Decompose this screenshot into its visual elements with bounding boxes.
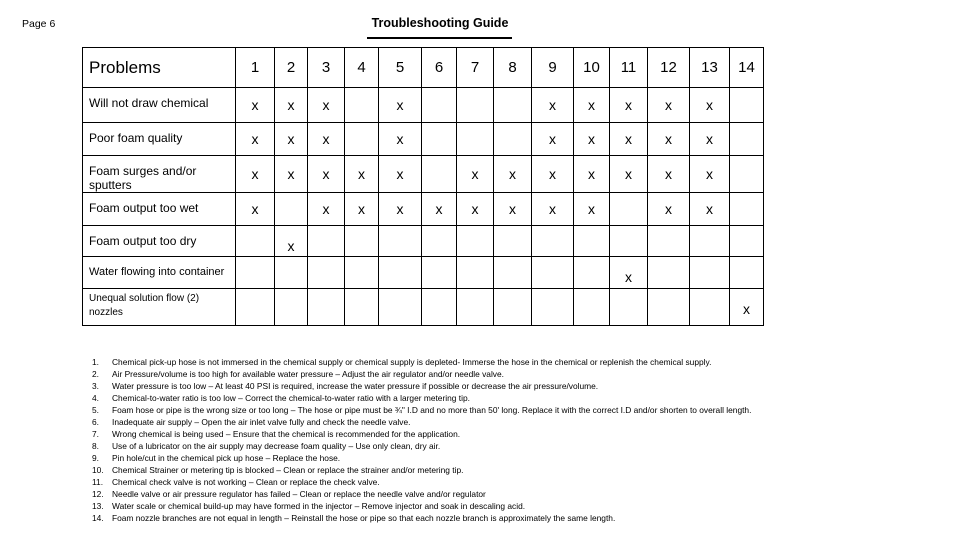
check-mark-cell: x [422,193,457,226]
empty-cell [690,289,730,326]
empty-cell [730,123,764,156]
solution-item [92,380,802,392]
empty-cell [690,226,730,257]
page-number: Page 6 [22,18,56,30]
check-mark-cell: x [574,88,610,123]
table-row [83,88,764,123]
empty-cell [422,226,457,257]
empty-cell [610,289,648,326]
column-header-8: 8 [494,48,532,88]
empty-cell [648,257,690,289]
solution-number: 7. [92,429,99,439]
solution-item [92,500,802,512]
troubleshooting-table [82,47,764,326]
table-row [83,257,764,289]
empty-cell [648,226,690,257]
solution-text: Chemical check valve is not working – Clean or replace the check valve. [112,477,380,487]
empty-cell [457,88,494,123]
empty-cell [494,289,532,326]
check-mark-cell: x [532,193,574,226]
check-mark-cell: x [457,193,494,226]
solution-item [92,428,802,440]
check-mark-cell: x [730,289,764,326]
solution-text: Chemical Strainer or metering tip is blocked – Clean or replace the strainer and/or metering tip. [112,465,464,475]
check-mark-cell: x [532,123,574,156]
solution-number: 13. [92,501,104,511]
check-mark-cell: x [648,123,690,156]
empty-cell [379,289,422,326]
column-header-12: 12 [648,48,690,88]
empty-cell [457,123,494,156]
problem-label: Foam output too dry [83,226,236,257]
solution-number: 4. [92,393,99,403]
check-mark-cell: x [494,193,532,226]
empty-cell [379,226,422,257]
empty-cell [494,88,532,123]
empty-cell [422,156,457,193]
empty-cell [457,226,494,257]
empty-cell [308,257,345,289]
solution-number: 14. [92,513,104,523]
empty-cell [648,289,690,326]
check-mark-cell: x [308,156,345,193]
empty-cell [730,257,764,289]
empty-cell [422,88,457,123]
solution-text: Chemical-to-water ratio is too low – Correct the chemical-to-water ratio with a larger metering tip. [112,393,470,403]
solution-number: 1. [92,357,99,367]
solution-text: Foam nozzle branches are not equal in length – Reinstall the hose or pipe so that each nozzle branch is approximately the same length. [112,513,616,523]
table-row [83,193,764,226]
solution-item [92,440,802,452]
solution-text: Air Pressure/volume is too high for available water pressure – Adjust the air regulator and/or needle valve. [112,369,504,379]
solution-item [92,356,802,368]
solution-number: 9. [92,453,99,463]
column-header-13: 13 [690,48,730,88]
solution-item [92,416,802,428]
solution-item [92,368,802,380]
check-mark-cell: x [610,123,648,156]
column-header-9: 9 [532,48,574,88]
check-mark-cell: x [308,88,345,123]
solution-item [92,488,802,500]
solution-number: 10. [92,465,104,475]
problem-label: Foam output too wet [83,193,236,226]
table-row [83,123,764,156]
check-mark-cell: x [690,88,730,123]
check-mark-cell: x [648,156,690,193]
empty-cell [379,257,422,289]
check-mark-cell: x [236,123,275,156]
check-mark-cell: x [275,226,308,257]
empty-cell [532,289,574,326]
check-mark-cell: x [379,193,422,226]
empty-cell [494,123,532,156]
problem-label: Poor foam quality [83,123,236,156]
problem-label: Will not draw chemical [83,88,236,123]
check-mark-cell: x [610,88,648,123]
check-mark-cell: x [236,88,275,123]
check-mark-cell: x [308,123,345,156]
column-header-6: 6 [422,48,457,88]
table-header-row [83,48,764,88]
check-mark-cell: x [379,123,422,156]
empty-cell [690,257,730,289]
problem-label: Water flowing into container [83,257,236,289]
header-problems-label: Problems [83,48,236,88]
solution-item [92,476,802,488]
table-row [83,289,764,326]
check-mark-cell: x [379,156,422,193]
empty-cell [494,257,532,289]
empty-cell [236,257,275,289]
check-mark-cell: x [236,156,275,193]
empty-cell [532,257,574,289]
empty-cell [345,123,379,156]
empty-cell [730,226,764,257]
solution-number: 11. [92,477,104,487]
check-mark-cell: x [574,156,610,193]
solution-text: Water pressure is too low – At least 40 PSI is required, increase the water pressure if possible or decrease the air pressure/volume. [112,381,599,391]
check-mark-cell: x [610,156,648,193]
solution-text: Water scale or chemical build-up may have formed in the injector – Remove injector and soak in descaling acid. [112,501,526,511]
empty-cell [574,257,610,289]
empty-cell [275,257,308,289]
solution-text: Wrong chemical is being used – Ensure that the chemical is recommended for the application. [112,429,461,439]
column-header-10: 10 [574,48,610,88]
empty-cell [494,226,532,257]
check-mark-cell: x [457,156,494,193]
check-mark-cell: x [345,193,379,226]
problem-label: Foam surges and/or sputters [83,156,236,193]
empty-cell [422,257,457,289]
column-header-1: 1 [236,48,275,88]
empty-cell [345,88,379,123]
column-header-2: 2 [275,48,308,88]
check-mark-cell: x [532,156,574,193]
check-mark-cell: x [345,156,379,193]
empty-cell [308,289,345,326]
column-header-7: 7 [457,48,494,88]
title-underline [367,37,512,39]
solution-number: 12. [92,489,104,499]
empty-cell [574,289,610,326]
problem-label: Unequal solution flow (2) nozzles [83,289,236,326]
solution-item [92,452,802,464]
solution-text: Needle valve or air pressure regulator has failed – Clean or replace the needle valve and/or regulator [112,489,486,499]
empty-cell [730,156,764,193]
column-header-3: 3 [308,48,345,88]
empty-cell [457,257,494,289]
solution-text: Pin hole/cut in the chemical pick up hose – Replace the hose. [112,453,341,463]
empty-cell [574,226,610,257]
solutions-list [92,356,802,524]
table-row [83,156,764,193]
empty-cell [345,226,379,257]
empty-cell [308,226,345,257]
column-header-4: 4 [345,48,379,88]
column-header-5: 5 [379,48,422,88]
check-mark-cell: x [308,193,345,226]
solution-number: 6. [92,417,99,427]
solution-number: 5. [92,405,99,415]
empty-cell [532,226,574,257]
check-mark-cell: x [532,88,574,123]
check-mark-cell: x [236,193,275,226]
check-mark-cell: x [648,88,690,123]
solution-number: 8. [92,441,99,451]
empty-cell [422,289,457,326]
solution-item [92,392,802,404]
solution-text: Use of a lubricator on the air supply may decrease foam quality – Use only clean, dry air. [112,441,441,451]
check-mark-cell: x [690,156,730,193]
check-mark-cell: x [690,193,730,226]
empty-cell [457,289,494,326]
check-mark-cell: x [574,123,610,156]
check-mark-cell: x [690,123,730,156]
empty-cell [275,289,308,326]
empty-cell [610,193,648,226]
empty-cell [275,193,308,226]
column-header-11: 11 [610,48,648,88]
check-mark-cell: x [275,88,308,123]
empty-cell [345,289,379,326]
solution-number: 3. [92,381,99,391]
check-mark-cell: x [648,193,690,226]
solution-number: 2. [92,369,99,379]
column-header-14: 14 [730,48,764,88]
check-mark-cell: x [494,156,532,193]
solution-text: Chemical pick-up hose is not immersed in the chemical supply or chemical supply is depleted- Immerse the hose in the chemical or replenish the chemical supply. [112,357,712,367]
solution-item [92,464,802,476]
check-mark-cell: x [610,257,648,289]
empty-cell [236,226,275,257]
table-row [83,226,764,257]
empty-cell [236,289,275,326]
page-title: Troubleshooting Guide [371,16,509,30]
empty-cell [610,226,648,257]
empty-cell [422,123,457,156]
empty-cell [345,257,379,289]
check-mark-cell: x [275,156,308,193]
empty-cell [730,88,764,123]
solution-item [92,404,802,416]
solution-text: Inadequate air supply – Open the air inlet valve fully and check the needle valve. [112,417,411,427]
check-mark-cell: x [574,193,610,226]
check-mark-cell: x [379,88,422,123]
solution-text: Foam hose or pipe is the wrong size or too long – The hose or pipe must be ¾" I.D and no more than 50' long. Replace it with the correct I.D and/or shorten to overall length. [112,405,752,415]
check-mark-cell: x [275,123,308,156]
solution-item [92,512,802,524]
empty-cell [730,193,764,226]
